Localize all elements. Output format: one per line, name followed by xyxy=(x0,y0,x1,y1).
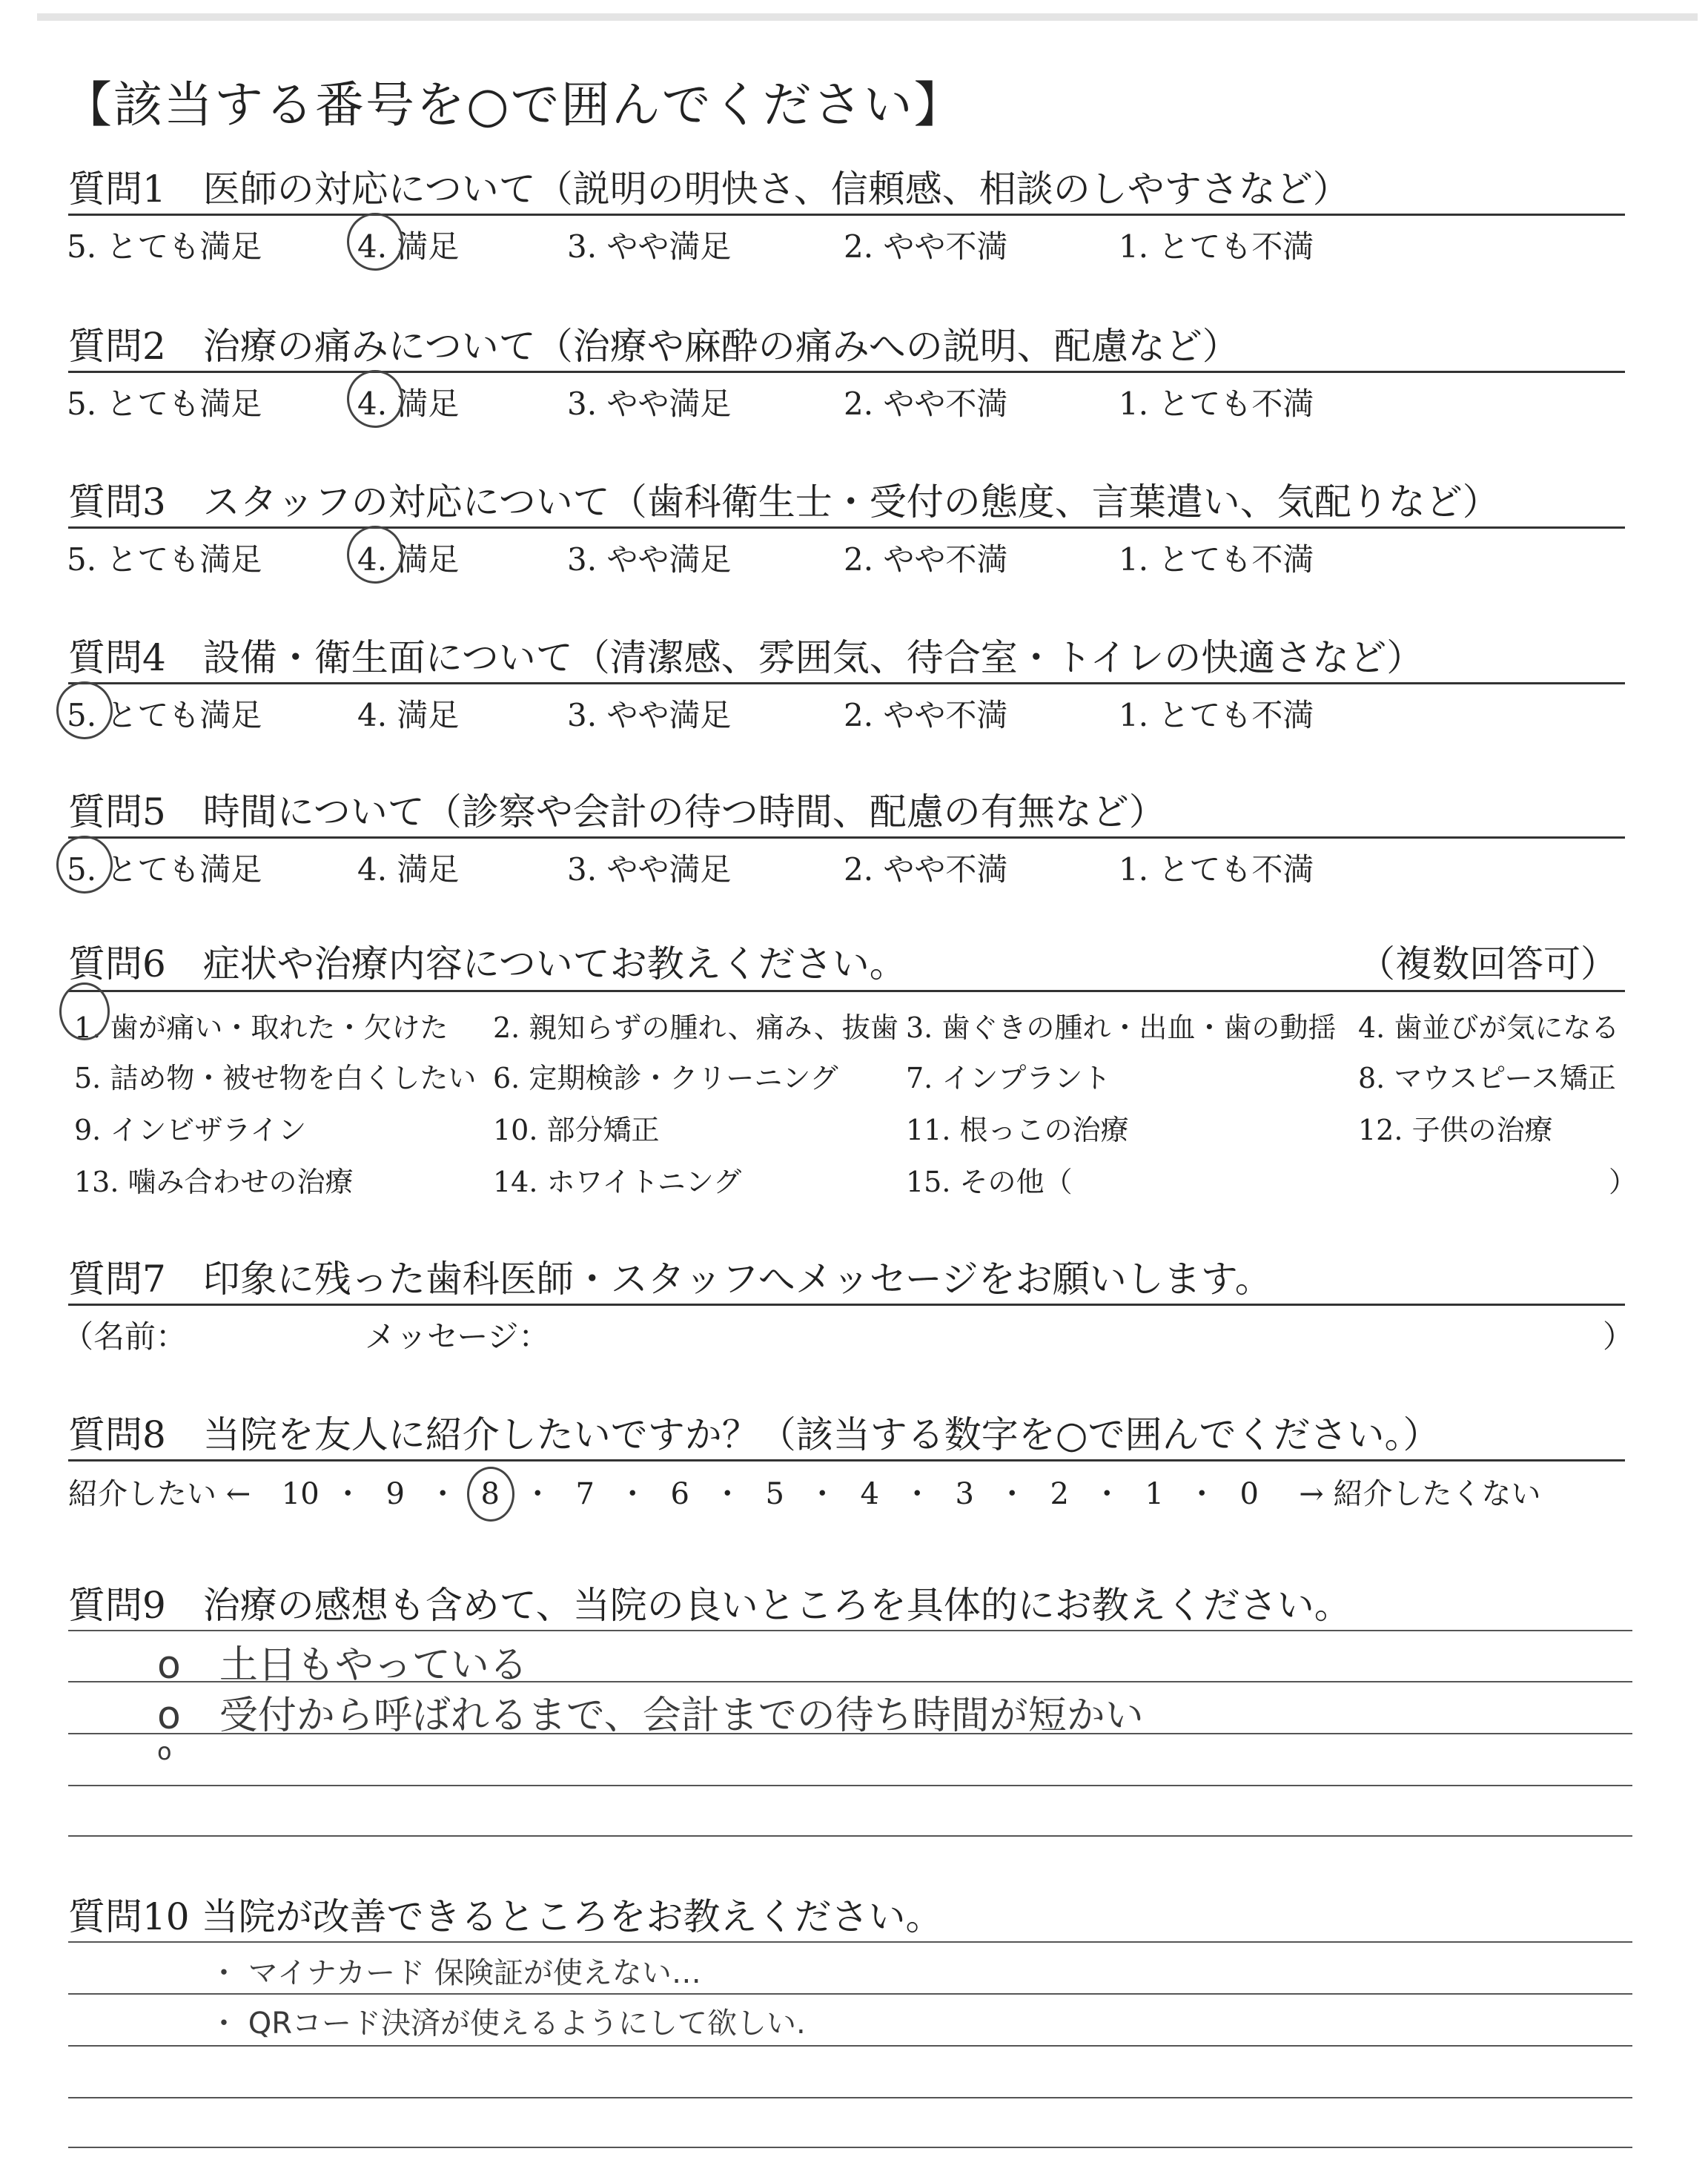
likert-option-5[interactable]: 5. とても満足 xyxy=(67,541,262,578)
likert-option-4[interactable]: 4. 満足 xyxy=(357,228,460,265)
likert-option-1[interactable]: 1. とても不満 xyxy=(1119,386,1314,422)
selection-circle xyxy=(59,982,110,1040)
selection-circle xyxy=(56,836,113,894)
likert-option-4[interactable]: 4. 満足 xyxy=(357,386,460,422)
scale-value-2[interactable]: 2 xyxy=(1050,1477,1069,1511)
question-2-title: 質問2 治療の痛みについて（治療や麻酔の痛みへの説明、配慮など） xyxy=(68,325,1239,368)
question-9-title: 質問9 治療の感想も含めて、当院の良いところを具体的にお教えください。 xyxy=(68,1584,1351,1627)
selection-circle xyxy=(56,681,113,739)
message-label: メッセージ： xyxy=(365,1318,550,1355)
question-8-title: 質問8 当院を友人に紹介したいですか？（該当する数字を○で囲んでください。） xyxy=(68,1413,1440,1456)
answer-line xyxy=(68,1835,1632,1837)
recommend-scale xyxy=(68,1470,1540,1513)
question-10-title: 質問10 当院が改善できるところをお教えください。 xyxy=(68,1895,943,1938)
likert-option-1[interactable]: 1. とても不満 xyxy=(1119,697,1314,733)
symptom-option-4[interactable]: 4. 歯並びが気になる xyxy=(1358,1011,1620,1044)
scale-value-6[interactable]: 6 xyxy=(670,1477,689,1511)
scan-edge xyxy=(37,13,1698,21)
answer-line xyxy=(68,2147,1632,2148)
question-4-rule xyxy=(68,682,1625,684)
question-4-title: 質問4 設備・衛生面について（清潔感、雰囲気、待合室・トイレの快適さなど） xyxy=(68,636,1424,679)
recommend-left-label: 紹介したい ← xyxy=(68,1477,251,1511)
question-6-rule xyxy=(68,990,1625,992)
likert-option-2[interactable]: 2. やや不満 xyxy=(844,386,1008,422)
scale-value-10[interactable]: 10 xyxy=(281,1477,320,1511)
question-7-rule xyxy=(68,1304,1625,1306)
symptom-option-9[interactable]: 9. インビザライン xyxy=(74,1114,307,1146)
question-5-title: 質問5 時間について（診察や会計の待つ時間、配慮の有無など） xyxy=(68,790,1166,833)
question-3-rule xyxy=(68,526,1625,529)
scale-value-5[interactable]: 5 xyxy=(765,1477,784,1511)
likert-option-4[interactable]: 4. 満足 xyxy=(357,851,460,888)
likert-option-2[interactable]: 2. やや不満 xyxy=(844,851,1008,888)
scale-value-9[interactable]: 9 xyxy=(385,1477,405,1511)
symptom-option-1[interactable]: 1. 歯が痛い・取れた・欠けた xyxy=(74,1011,448,1044)
symptom-option-5[interactable]: 5. 詰め物・被せ物を白くしたい xyxy=(74,1062,477,1094)
scale-separator: ・ xyxy=(618,1477,648,1511)
message-close-paren: ） xyxy=(1602,1318,1634,1355)
question-1-title: 質問1 医師の対応について（説明の明快さ、信頼感、相談のしやすさなど） xyxy=(68,168,1350,211)
handwritten-answer: ・ マイナカード 保険証が使えない… xyxy=(209,1956,701,1990)
answer-line xyxy=(68,1941,1632,1943)
instruction-heading: 【該当する番号を○で囲んでください】 xyxy=(63,76,964,133)
symptom-option-3[interactable]: 3. 歯ぐきの腫れ・出血・歯の動揺 xyxy=(906,1011,1337,1044)
selection-circle xyxy=(347,526,403,584)
symptom-option-12[interactable]: 12. 子供の治療 xyxy=(1358,1114,1553,1146)
scale-separator: ・ xyxy=(1092,1477,1122,1511)
answer-line xyxy=(68,2097,1632,2098)
likert-option-1[interactable]: 1. とても不満 xyxy=(1119,541,1314,578)
answer-line xyxy=(68,1785,1632,1786)
question-2-rule xyxy=(68,371,1625,373)
symptom-option-14[interactable]: 14. ホワイトニング xyxy=(493,1166,742,1198)
likert-option-2[interactable]: 2. やや不満 xyxy=(844,541,1008,578)
likert-option-5[interactable]: 5. とても満足 xyxy=(67,697,262,733)
scale-value-0[interactable]: 0 xyxy=(1239,1477,1259,1511)
likert-option-1[interactable]: 1. とても不満 xyxy=(1119,228,1314,265)
selection-circle xyxy=(347,213,403,271)
handwritten-answer: o 土日もやっている xyxy=(157,1643,528,1688)
selection-circle xyxy=(347,370,403,428)
scale-value-3[interactable]: 3 xyxy=(955,1477,974,1511)
question-7-title: 質問7 印象に残った歯科医師・スタッフへメッセージをお願いします。 xyxy=(68,1258,1272,1301)
likert-option-3[interactable]: 3. やや満足 xyxy=(567,386,732,422)
symptom-option-13[interactable]: 13. 噛み合わせの治療 xyxy=(74,1166,354,1198)
likert-option-1[interactable]: 1. とても不満 xyxy=(1119,851,1314,888)
scale-separator: ・ xyxy=(523,1477,553,1511)
handwritten-answer: o 受付から呼ばれるまで、会計までの待ち時間が短かい xyxy=(157,1694,1144,1738)
scale-separator: ・ xyxy=(807,1477,838,1511)
likert-option-2[interactable]: 2. やや不満 xyxy=(844,228,1008,265)
likert-option-3[interactable]: 3. やや満足 xyxy=(567,851,732,888)
likert-option-4[interactable]: 4. 満足 xyxy=(357,697,460,733)
scale-separator: ・ xyxy=(1187,1477,1217,1511)
likert-option-3[interactable]: 3. やや満足 xyxy=(567,541,732,578)
other-close-paren: ） xyxy=(1609,1166,1638,1198)
symptom-option-2[interactable]: 2. 親知らずの腫れ、痛み、抜歯 xyxy=(493,1011,898,1044)
question-8-rule xyxy=(68,1459,1625,1462)
symptom-option-10[interactable]: 10. 部分矯正 xyxy=(493,1114,660,1146)
selection-circle xyxy=(467,1467,514,1522)
likert-option-5[interactable]: 5. とても満足 xyxy=(67,851,262,888)
scale-separator: ・ xyxy=(712,1477,743,1511)
likert-option-3[interactable]: 3. やや満足 xyxy=(567,228,732,265)
answer-line xyxy=(68,1993,1632,1995)
question-3-title: 質問3 スタッフの対応について（歯科衛生士・受付の態度、言葉遣い、気配りなど） xyxy=(68,480,1500,524)
symptom-option-6[interactable]: 6. 定期検診・クリーニング xyxy=(493,1062,838,1094)
scale-value-4[interactable]: 4 xyxy=(860,1477,879,1511)
likert-option-2[interactable]: 2. やや不満 xyxy=(844,697,1008,733)
symptom-option-11[interactable]: 11. 根っこの治療 xyxy=(906,1114,1129,1146)
handwritten-answer: o xyxy=(157,1737,172,1766)
likert-option-3[interactable]: 3. やや満足 xyxy=(567,697,732,733)
likert-option-5[interactable]: 5. とても満足 xyxy=(67,228,262,265)
scale-value-8[interactable]: 8 xyxy=(470,1477,510,1511)
scale-separator: ・ xyxy=(428,1477,458,1511)
scale-separator: ・ xyxy=(997,1477,1027,1511)
recommend-right-label: → 紹介したくない xyxy=(1299,1477,1541,1511)
likert-option-4[interactable]: 4. 満足 xyxy=(357,541,460,578)
name-label: （名前： xyxy=(62,1318,188,1355)
likert-option-5[interactable]: 5. とても満足 xyxy=(67,386,262,422)
scale-separator: ・ xyxy=(902,1477,933,1511)
question-6-title: 質問6 症状や治療内容についてお教えください。 （複数回答可） xyxy=(68,934,907,988)
scale-separator: ・ xyxy=(333,1477,363,1511)
symptom-option-15[interactable]: 15. その他（ xyxy=(906,1166,1073,1198)
question-1-rule xyxy=(68,214,1625,216)
answer-line xyxy=(68,2045,1632,2047)
question-5-rule xyxy=(68,836,1625,839)
symptom-option-7[interactable]: 7. インプラント xyxy=(906,1062,1111,1094)
handwritten-answer: ・ QRコード決済が使えるようにして欲しい. xyxy=(209,2007,806,2041)
answer-line xyxy=(68,1630,1632,1631)
symptom-option-8[interactable]: 8. マウスピース矯正 xyxy=(1358,1062,1616,1094)
scale-value-1[interactable]: 1 xyxy=(1145,1477,1164,1511)
multiple-answer-note: （複数回答可） xyxy=(1358,942,1618,985)
scale-value-7[interactable]: 7 xyxy=(575,1477,595,1511)
